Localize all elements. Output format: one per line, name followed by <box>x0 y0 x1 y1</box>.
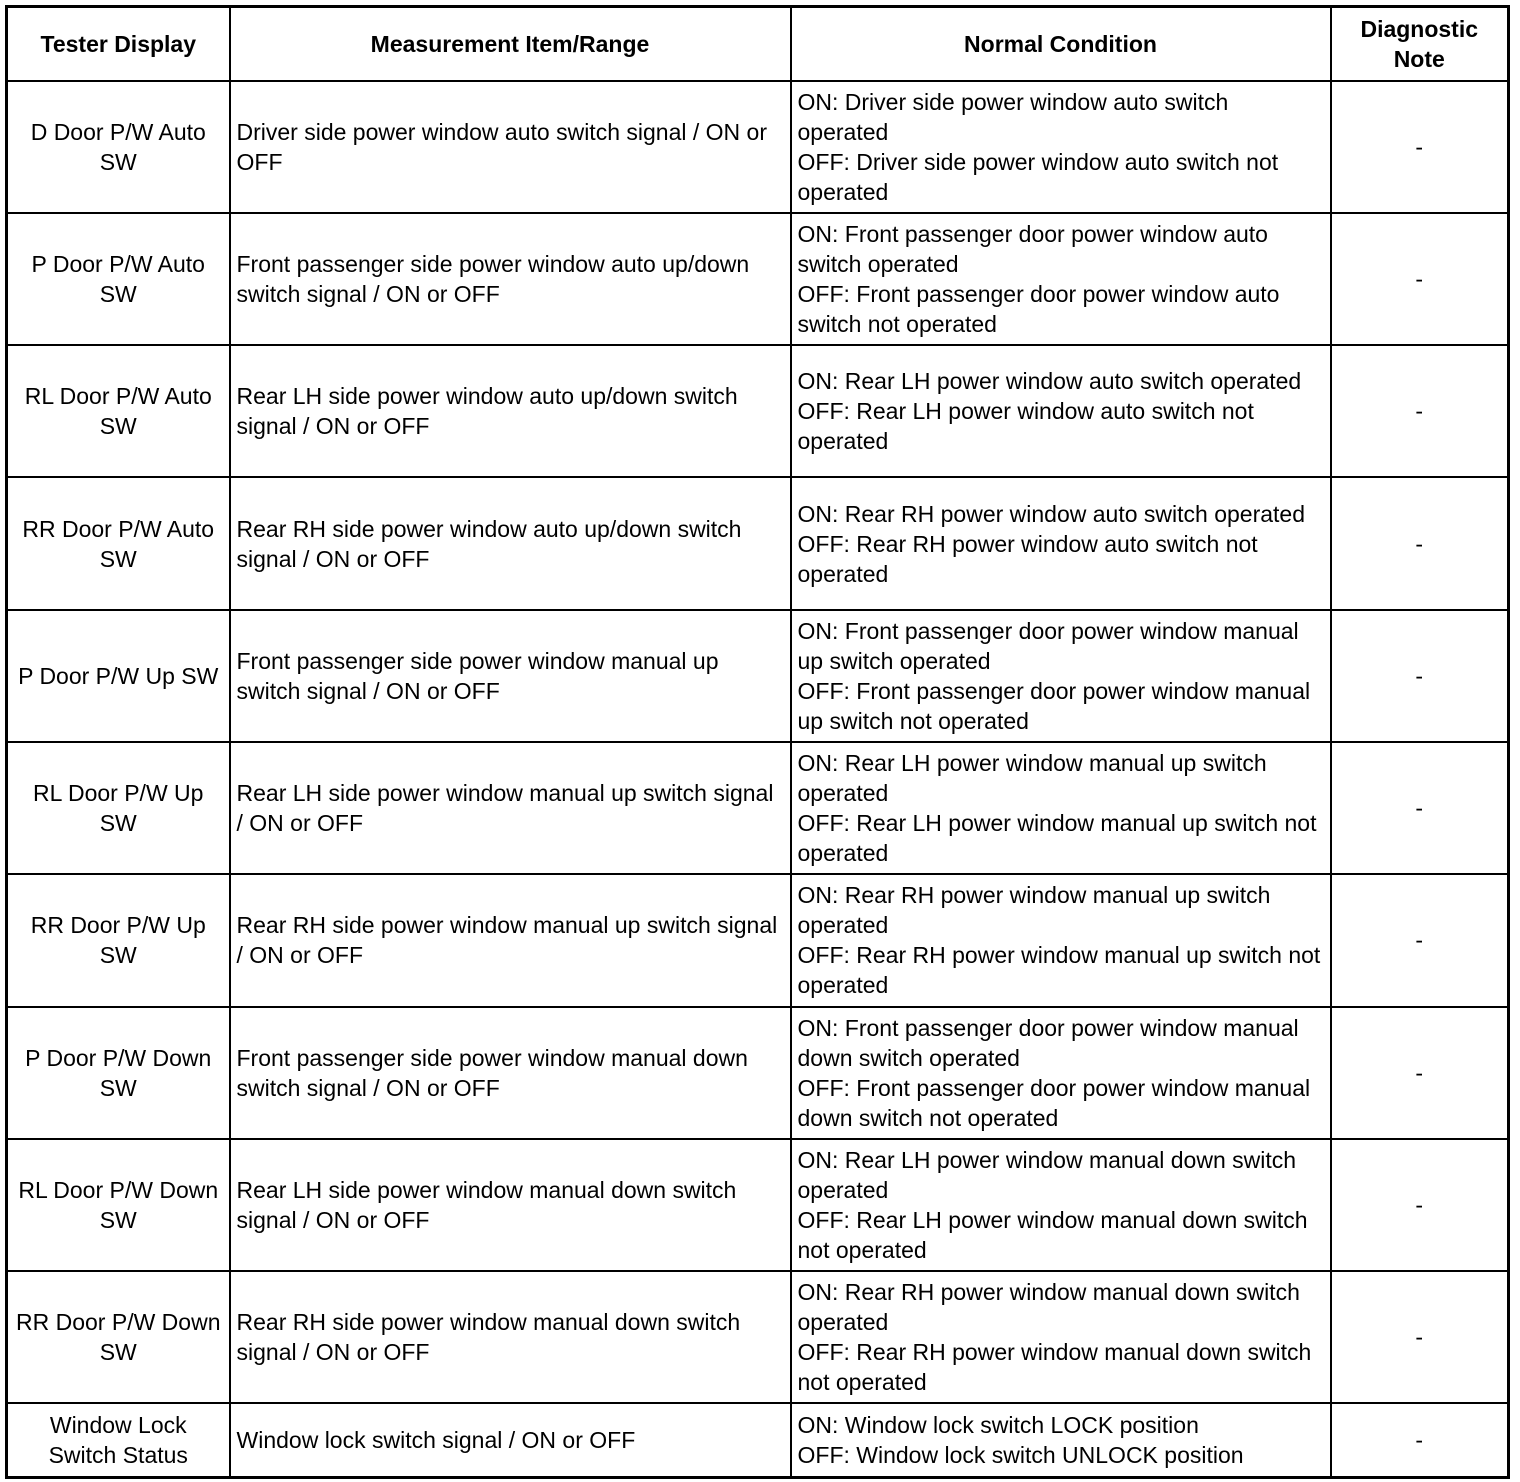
table-header <box>7 7 1509 81</box>
condition-on-text: ON: Rear LH power window manual up switch operated <box>797 750 1267 807</box>
measurement-item-cell: Rear LH side power window auto up/down switch signal / ON or OFF <box>230 345 791 477</box>
condition-off-text: OFF: Rear RH power window manual down switch not operated <box>797 1339 1312 1396</box>
table-row <box>7 1403 1509 1477</box>
condition-on-text: ON: Front passenger door power window manual up switch operated <box>797 617 1299 674</box>
table-row <box>7 1007 1509 1139</box>
normal-condition-cell <box>791 742 1331 874</box>
diagnostic-note-cell: - <box>1331 1139 1509 1271</box>
condition-on-text: ON: Window lock switch LOCK position <box>797 1412 1199 1439</box>
diagnostic-note-cell: - <box>1331 213 1509 345</box>
table-row <box>7 742 1509 874</box>
table-body <box>7 81 1509 1478</box>
measurement-item-cell: Driver side power window auto switch signal / ON or OFF <box>230 81 791 213</box>
diagnostic-note-cell: - <box>1331 1403 1509 1477</box>
normal-condition-cell <box>791 81 1331 213</box>
condition-off-text: OFF: Rear RH power window auto switch not operated <box>797 530 1258 587</box>
header-tester-display: Tester Display <box>7 7 230 81</box>
measurement-item-cell: Front passenger side power window manual up switch signal / ON or OFF <box>230 610 791 742</box>
normal-condition-cell <box>791 610 1331 742</box>
diagnostic-note-cell: - <box>1331 345 1509 477</box>
diagnostic-note-cell: - <box>1331 874 1509 1006</box>
tester-display-cell: P Door P/W Down SW <box>7 1007 230 1139</box>
tester-display-cell: Window Lock Switch Status <box>7 1403 230 1477</box>
condition-on-text: ON: Rear RH power window auto switch operated <box>797 500 1306 527</box>
tester-display-cell: P Door P/W Up SW <box>7 610 230 742</box>
normal-condition-cell <box>791 1007 1331 1139</box>
condition-on-text: ON: Rear LH power window manual down switch operated <box>797 1147 1297 1204</box>
measurement-item-cell: Front passenger side power window manual down switch signal / ON or OFF <box>230 1007 791 1139</box>
normal-condition-cell <box>791 1271 1331 1403</box>
measurement-item-cell: Rear RH side power window auto up/down switch signal / ON or OFF <box>230 477 791 609</box>
condition-off-text: OFF: Rear LH power window auto switch not operated <box>797 398 1254 455</box>
condition-off-text: OFF: Rear RH power window manual up switch not operated <box>797 942 1321 999</box>
table-row <box>7 610 1509 742</box>
normal-condition-cell <box>791 874 1331 1006</box>
diagnostic-note-cell: - <box>1331 1007 1509 1139</box>
measurement-item-cell: Front passenger side power window auto up/down switch signal / ON or OFF <box>230 213 791 345</box>
tester-display-cell: RL Door P/W Auto SW <box>7 345 230 477</box>
tester-display-cell: P Door P/W Auto SW <box>7 213 230 345</box>
table-row <box>7 81 1509 213</box>
normal-condition-cell <box>791 345 1331 477</box>
condition-off-text: OFF: Rear LH power window manual down switch not operated <box>797 1207 1308 1264</box>
diagnostic-table-container <box>5 5 1507 1479</box>
header-diagnostic-note: Diagnostic Note <box>1331 7 1509 81</box>
condition-on-text: ON: Front passenger door power window manual down switch operated <box>797 1014 1299 1071</box>
tester-display-cell: RR Door P/W Auto SW <box>7 477 230 609</box>
normal-condition-cell <box>791 1139 1331 1271</box>
condition-off-text: OFF: Rear LH power window manual up switch not operated <box>797 810 1317 867</box>
tester-display-cell: RR Door P/W Down SW <box>7 1271 230 1403</box>
measurement-item-cell: Rear RH side power window manual down switch signal / ON or OFF <box>230 1271 791 1403</box>
table-row <box>7 874 1509 1006</box>
tester-display-cell: D Door P/W Auto SW <box>7 81 230 213</box>
diagnostic-note-cell: - <box>1331 742 1509 874</box>
tester-display-cell: RR Door P/W Up SW <box>7 874 230 1006</box>
tester-display-table <box>5 5 1510 1479</box>
header-measurement-item: Measurement Item/Range <box>230 7 791 81</box>
condition-off-text: OFF: Window lock switch UNLOCK position <box>797 1442 1244 1469</box>
diagnostic-note-cell: - <box>1331 477 1509 609</box>
table-row <box>7 1271 1509 1403</box>
condition-off-text: OFF: Front passenger door power window manual up switch not operated <box>797 677 1311 734</box>
condition-on-text: ON: Rear RH power window manual up switch operated <box>797 882 1271 939</box>
condition-on-text: ON: Driver side power window auto switch operated <box>797 88 1229 145</box>
header-normal-condition: Normal Condition <box>791 7 1331 81</box>
tester-display-cell: RL Door P/W Down SW <box>7 1139 230 1271</box>
tester-display-cell: RL Door P/W Up SW <box>7 742 230 874</box>
measurement-item-cell: Rear LH side power window manual up switch signal / ON or OFF <box>230 742 791 874</box>
condition-off-text: OFF: Front passenger door power window manual down switch not operated <box>797 1074 1311 1131</box>
measurement-item-cell: Window lock switch signal / ON or OFF <box>230 1403 791 1477</box>
measurement-item-cell: Rear LH side power window manual down switch signal / ON or OFF <box>230 1139 791 1271</box>
diagnostic-note-cell: - <box>1331 1271 1509 1403</box>
diagnostic-note-cell: - <box>1331 81 1509 213</box>
measurement-item-cell: Rear RH side power window manual up switch signal / ON or OFF <box>230 874 791 1006</box>
condition-on-text: ON: Front passenger door power window auto switch operated <box>797 220 1268 277</box>
table-row <box>7 1139 1509 1271</box>
condition-on-text: ON: Rear LH power window auto switch operated <box>797 368 1302 395</box>
header-row <box>7 7 1509 81</box>
condition-on-text: ON: Rear RH power window manual down switch operated <box>797 1279 1300 1336</box>
table-row <box>7 213 1509 345</box>
condition-off-text: OFF: Front passenger door power window auto switch not operated <box>797 280 1280 337</box>
condition-off-text: OFF: Driver side power window auto switch not operated <box>797 148 1279 205</box>
normal-condition-cell <box>791 213 1331 345</box>
normal-condition-cell <box>791 1403 1331 1477</box>
diagnostic-note-cell: - <box>1331 610 1509 742</box>
normal-condition-cell <box>791 477 1331 609</box>
table-row <box>7 345 1509 477</box>
table-row <box>7 477 1509 609</box>
